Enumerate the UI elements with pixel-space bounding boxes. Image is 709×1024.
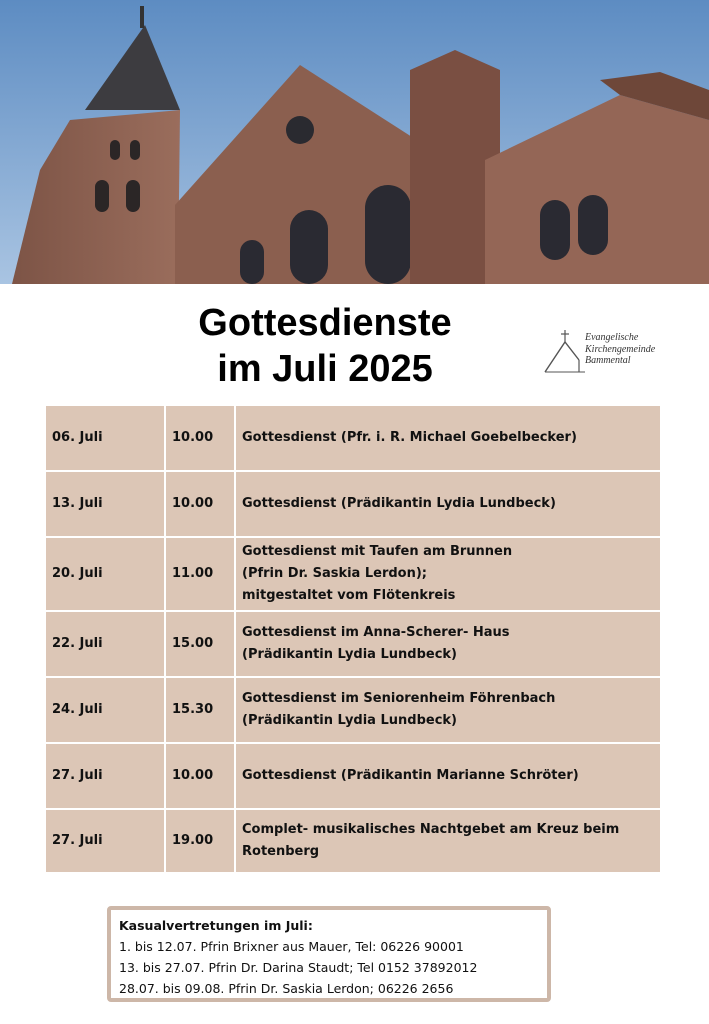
service-description xyxy=(235,405,661,471)
service-date: 22. Juli xyxy=(45,611,165,677)
title-line-2: im Juli 2025 xyxy=(217,348,433,390)
service-date: 13. Juli xyxy=(45,471,165,537)
service-time: 15.00 xyxy=(165,611,235,677)
logo-line-2: Kirchengemeinde xyxy=(585,343,656,355)
service-description-line: Gottesdienst (Pfr. i. R. Michael Goebelbecker) xyxy=(242,430,577,445)
service-description-line: Gottesdienst (Prädikantin Lydia Lundbeck) xyxy=(242,496,556,511)
service-description xyxy=(235,471,661,537)
service-schedule-table xyxy=(44,404,662,874)
casual-substitutes-box xyxy=(107,906,551,1002)
logo-line-1: Evangelische xyxy=(585,332,639,343)
table-row xyxy=(45,611,661,677)
table-row xyxy=(45,809,661,873)
table-row xyxy=(45,677,661,743)
service-description-line: Gottesdienst mit Taufen am Brunnen xyxy=(242,544,513,559)
service-description-line: Gottesdienst (Prädikantin Marianne Schröter) xyxy=(242,768,579,783)
service-description xyxy=(235,611,661,677)
casual-line: 13. bis 27.07. Pfrin Dr. Darina Staudt; Tel 0152 37892012 xyxy=(119,960,478,975)
service-time: 10.00 xyxy=(165,471,235,537)
service-date: 20. Juli xyxy=(45,537,165,611)
service-time: 15.30 xyxy=(165,677,235,743)
service-description xyxy=(235,809,661,873)
service-date: 24. Juli xyxy=(45,677,165,743)
church-logo-text xyxy=(585,332,655,367)
service-description-line: mitgestaltet vom Flötenkreis xyxy=(242,588,456,603)
service-time: 19.00 xyxy=(165,809,235,873)
service-time: 11.00 xyxy=(165,537,235,611)
service-description-line: Rotenberg xyxy=(242,844,320,859)
logo-line-3: Bammental xyxy=(585,355,631,366)
casual-heading: Kasualvertretungen im Juli: xyxy=(119,918,313,933)
service-description-line: (Pfrin Dr. Saskia Lerdon); xyxy=(242,566,428,581)
service-description-line: Gottesdienst im Anna-Scherer- Haus xyxy=(242,625,510,640)
service-description xyxy=(235,677,661,743)
casual-line: 1. bis 12.07. Pfrin Brixner aus Mauer, Tel: 06226 90001 xyxy=(119,939,464,954)
service-date: 06. Juli xyxy=(45,405,165,471)
table-row xyxy=(45,537,661,611)
casual-line: 28.07. bis 09.08. Pfrin Dr. Saskia Lerdon; 06226 2656 xyxy=(119,981,454,996)
table-row xyxy=(45,405,661,471)
service-description xyxy=(235,743,661,809)
service-time: 10.00 xyxy=(165,743,235,809)
service-date: 27. Juli xyxy=(45,809,165,873)
table-row xyxy=(45,743,661,809)
service-description-line: Gottesdienst im Seniorenheim Föhrenbach xyxy=(242,691,556,706)
table-row xyxy=(45,471,661,537)
church-photo xyxy=(0,0,709,284)
service-description xyxy=(235,537,661,611)
service-description-line: (Prädikantin Lydia Lundbeck) xyxy=(242,647,457,662)
page-title xyxy=(130,300,520,392)
title-line-1: Gottesdienste xyxy=(198,302,452,344)
service-date: 27. Juli xyxy=(45,743,165,809)
service-description-line: (Prädikantin Lydia Lundbeck) xyxy=(242,713,457,728)
service-description-line: Complet- musikalisches Nachtgebet am Kreuz beim xyxy=(242,822,620,837)
service-time: 10.00 xyxy=(165,405,235,471)
